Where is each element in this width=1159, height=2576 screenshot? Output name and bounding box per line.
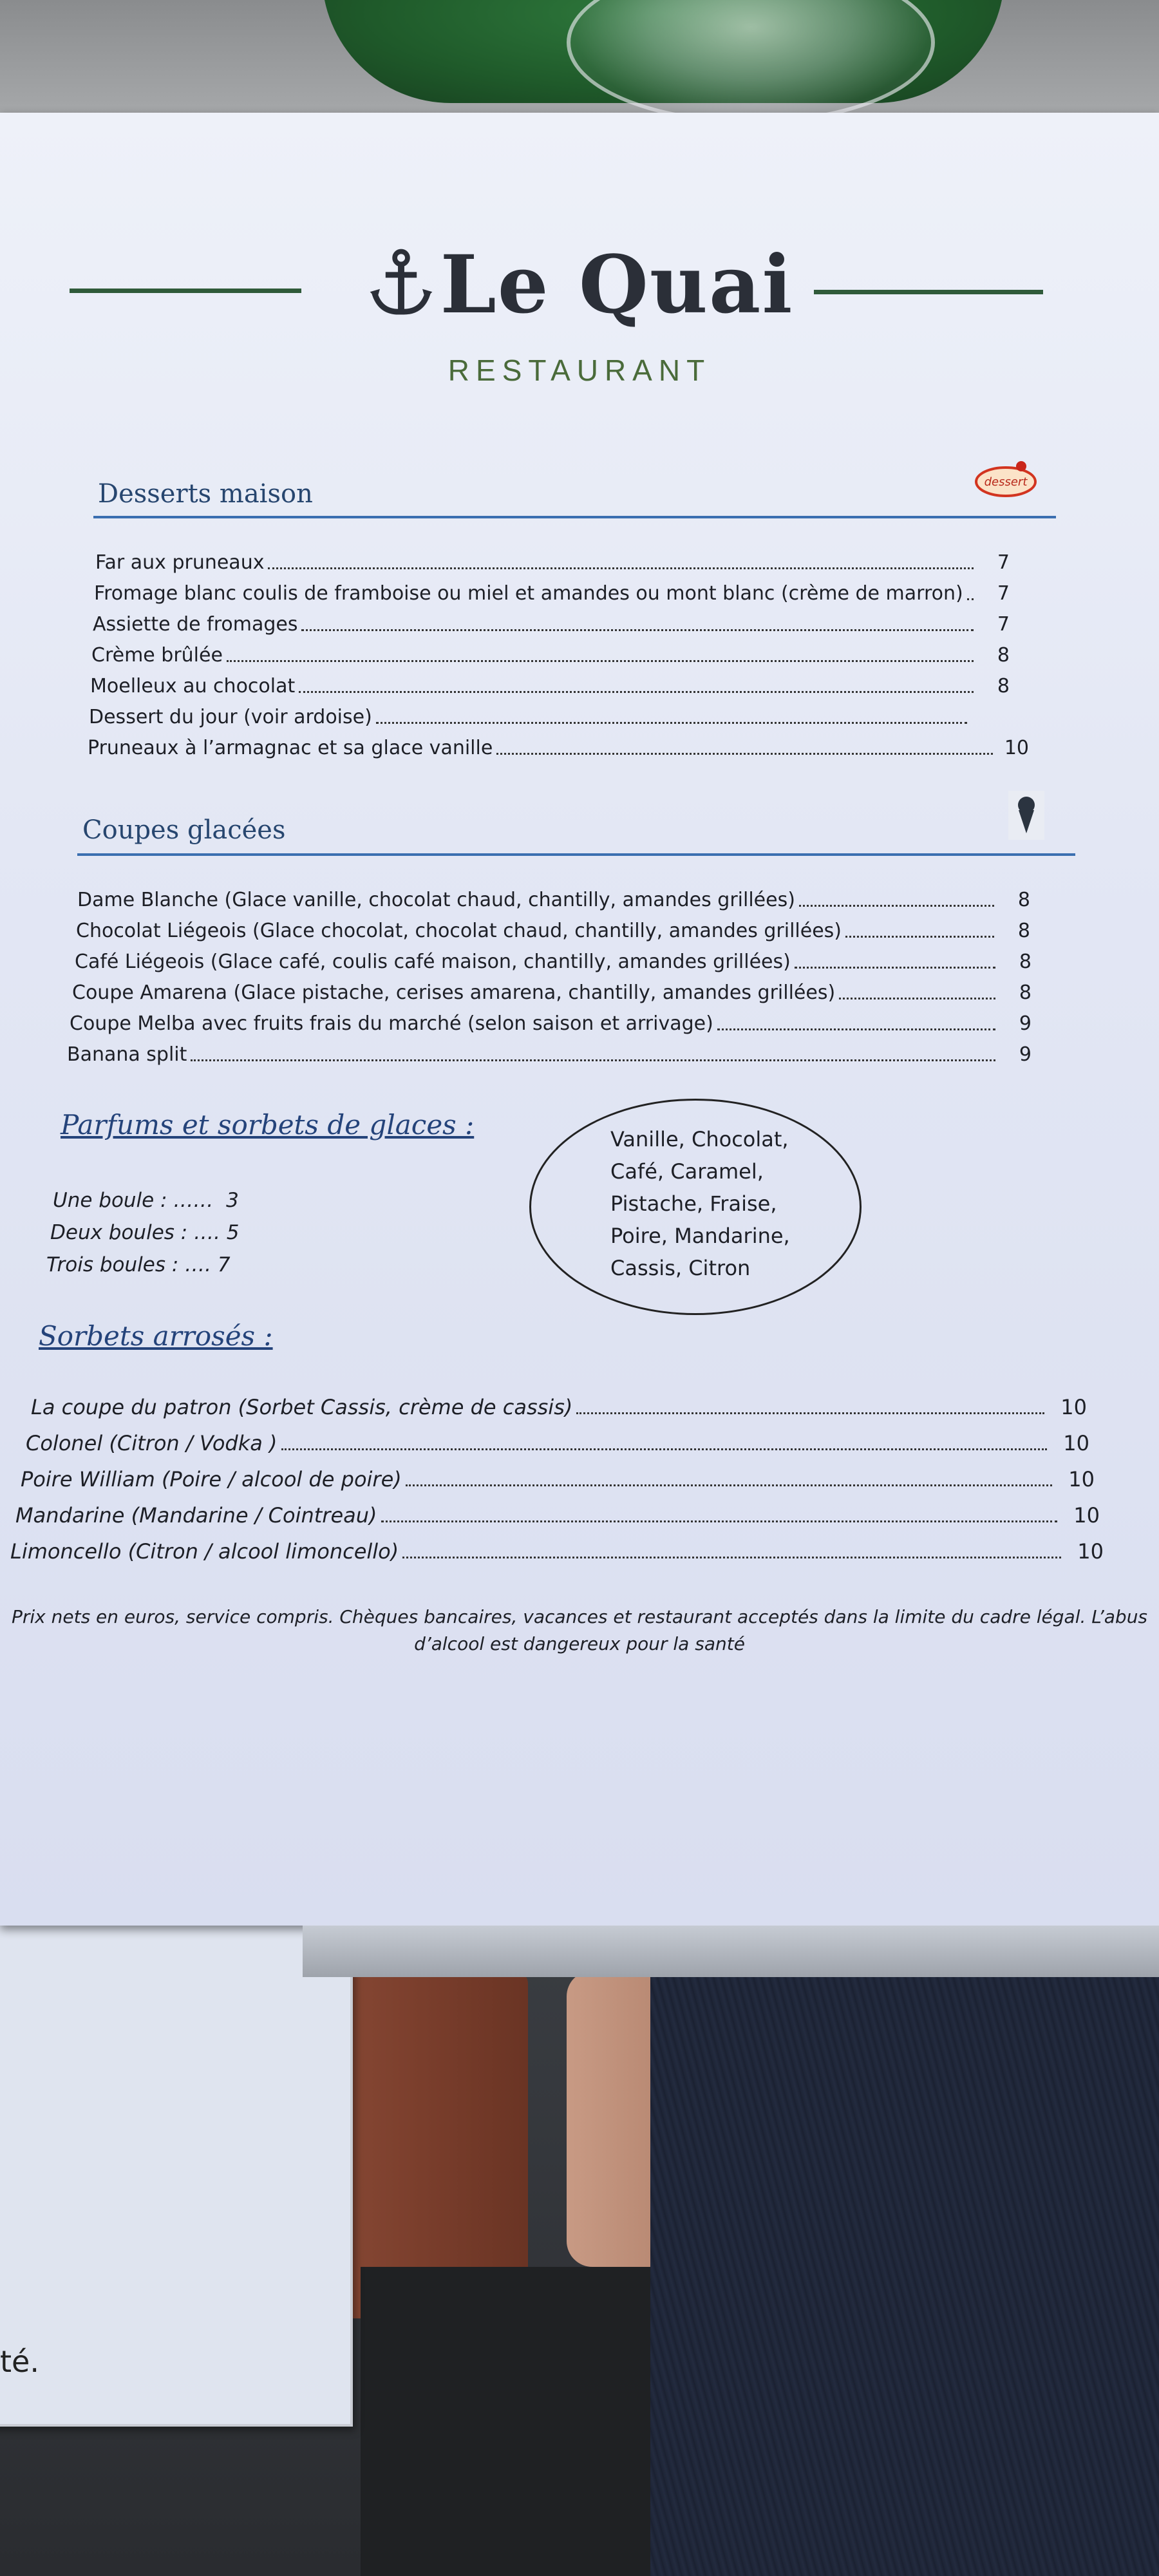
flavours-list (610, 1123, 790, 1284)
menu-item-name: Coupe Melba avec fruits frais du marché (selon saison et arrivage) (70, 1012, 713, 1035)
scoop-price-three: Trois boules : …. 7 (46, 1253, 231, 1276)
dot-leader (402, 1557, 1061, 1558)
menu-item-price: 8 (997, 675, 1010, 697)
dot-leader (381, 1520, 1057, 1522)
menu-item-price: 9 (1019, 1043, 1032, 1066)
dot-leader (799, 905, 994, 907)
menu-item-row (15, 1503, 1100, 1528)
menu-item-name: Dame Blanche (Glace vanille, chocolat chaud, chantilly, amandes grillées) (77, 889, 795, 911)
floor (361, 2267, 683, 2576)
menu-item-name: Banana split (67, 1043, 187, 1066)
menu-item-price: 10 (1068, 1467, 1095, 1492)
dessert-badge-icon (974, 459, 1038, 498)
underlying-card (0, 1919, 353, 2427)
flavour-line: Café, Caramel, (610, 1159, 764, 1184)
section-line-coupes (77, 853, 1075, 856)
svg-text:dessert: dessert (984, 475, 1028, 489)
menu-item-row (88, 737, 1029, 759)
menu-item-name: Café Liégeois (Glace café, coulis café maison, chantilly, amandes grillées) (75, 951, 791, 973)
menu-item-row (76, 920, 1030, 942)
section-title-sorbets: Sorbets arrosés : (39, 1320, 273, 1352)
menu-item-row (93, 613, 1010, 636)
menu-item-row (31, 1395, 1087, 1419)
menu-item-row (77, 889, 1030, 911)
dot-leader (376, 722, 967, 724)
dot-leader (301, 629, 974, 631)
menu-item-row (75, 951, 1032, 973)
flavour-line: Vanille, Chocolat, (610, 1127, 789, 1151)
menu-item-name: La coupe du patron (Sorbet Cassis, crème de cassis) (31, 1395, 573, 1419)
dot-leader (576, 1412, 1044, 1414)
menu-item-price: 10 (1073, 1503, 1100, 1528)
menu-item-price: 8 (1017, 889, 1030, 911)
menu-item-row (21, 1467, 1095, 1492)
menu-item-name: Fromage blanc coulis de framboise ou miel et amandes ou mont blanc (crème de marron) (94, 582, 963, 605)
menu-item-row (72, 981, 1032, 1004)
legal-line-2: d’alcool est dangereux pour la santé (414, 1633, 745, 1654)
menu-item-price: 8 (1019, 951, 1032, 973)
menu-item-price: 7 (997, 613, 1010, 636)
dot-leader (845, 936, 994, 938)
menu-item-name: Assiette de fromages (93, 613, 298, 636)
scoop-price-one: Une boule : …… 3 (53, 1189, 239, 1212)
dot-leader (795, 967, 995, 969)
menu-item-name: Pruneaux à l’armagnac et sa glace vanille (88, 737, 493, 759)
menu-item-row (95, 551, 1010, 574)
section-title-parfums: Parfums et sorbets de glaces : (61, 1109, 475, 1141)
section-line-desserts (93, 516, 1056, 518)
dot-leader (967, 598, 974, 600)
menu-item-row (90, 675, 1010, 697)
brand-subtitle: RESTAURANT (448, 354, 711, 387)
menu-item-name: Colonel (Citron / Vodka ) (26, 1431, 278, 1455)
menu-item-price: 8 (997, 644, 1010, 667)
dot-leader (191, 1059, 995, 1061)
dot-leader (299, 691, 974, 693)
menu-item-price: 10 (1063, 1431, 1089, 1455)
menu-item-row (70, 1012, 1032, 1035)
menu-item-name: Coupe Amarena (Glace pistache, cerises amarena, chantilly, amandes grillées) (72, 981, 836, 1004)
dot-leader (717, 1028, 995, 1030)
menu-item-price: 8 (1017, 920, 1030, 942)
menu-item-price: 7 (997, 551, 1010, 574)
legal-line-1: Prix nets en euros, service compris. Chèques bancaires, vacances et restaurant acceptés dans la limite du cadre légal. L’abus (11, 1606, 1148, 1627)
menu-item-row (94, 582, 1010, 605)
menu-item-name: Dessert du jour (voir ardoise) (89, 706, 372, 728)
underlying-card-text: té. (0, 2344, 39, 2379)
menu-item-name: Far aux pruneaux (95, 551, 265, 574)
menu-item-name: Poire William (Poire / alcool de poire) (21, 1467, 402, 1492)
flavour-line: Cassis, Citron (610, 1256, 751, 1280)
scoop-price-two: Deux boules : …. 5 (50, 1221, 240, 1244)
menu-item-price: 10 (1060, 1395, 1087, 1419)
dot-leader (227, 660, 974, 662)
menu-item-row (91, 644, 1010, 667)
menu-item-price: 7 (997, 582, 1010, 605)
legal-notice (0, 1604, 1159, 1658)
anchor-icon (366, 248, 437, 321)
menu-item-row (89, 706, 1003, 728)
jeans (650, 1971, 1159, 2576)
dot-leader (839, 998, 995, 999)
section-title-coupes: Coupes glacées (82, 815, 286, 845)
dot-leader (281, 1448, 1047, 1450)
menu-item-name: Mandarine (Mandarine / Cointreau) (15, 1503, 377, 1528)
section-title-desserts: Desserts maison (98, 479, 313, 509)
menu-item-price: 9 (1019, 1012, 1032, 1035)
plastic-sleeve-edge (303, 1926, 1159, 1977)
flavour-line: Poire, Mandarine, (610, 1224, 790, 1248)
menu-item-price: 8 (1019, 981, 1032, 1004)
menu-item-price: 10 (1077, 1539, 1104, 1564)
ice-cream-cone-icon (1008, 791, 1044, 840)
dot-leader (268, 567, 974, 569)
dot-leader (496, 753, 993, 755)
brand-logo (0, 238, 1159, 332)
menu-item-row (67, 1043, 1032, 1066)
brand-name: Le Quai (440, 238, 794, 332)
menu-item-name: Limoncello (Citron / alcool limoncello) (10, 1539, 399, 1564)
menu-item-name: Moelleux au chocolat (90, 675, 296, 697)
menu-item-price: 10 (1004, 737, 1029, 759)
menu-item-name: Chocolat Liégeois (Glace chocolat, chocolat chaud, chantilly, amandes grillées) (76, 920, 842, 942)
menu-item-name: Crème brûlée (91, 644, 223, 667)
dot-leader (406, 1484, 1052, 1486)
menu-item-row (26, 1431, 1089, 1455)
flavour-line: Pistache, Fraise, (610, 1191, 777, 1216)
menu-item-row (10, 1539, 1104, 1564)
